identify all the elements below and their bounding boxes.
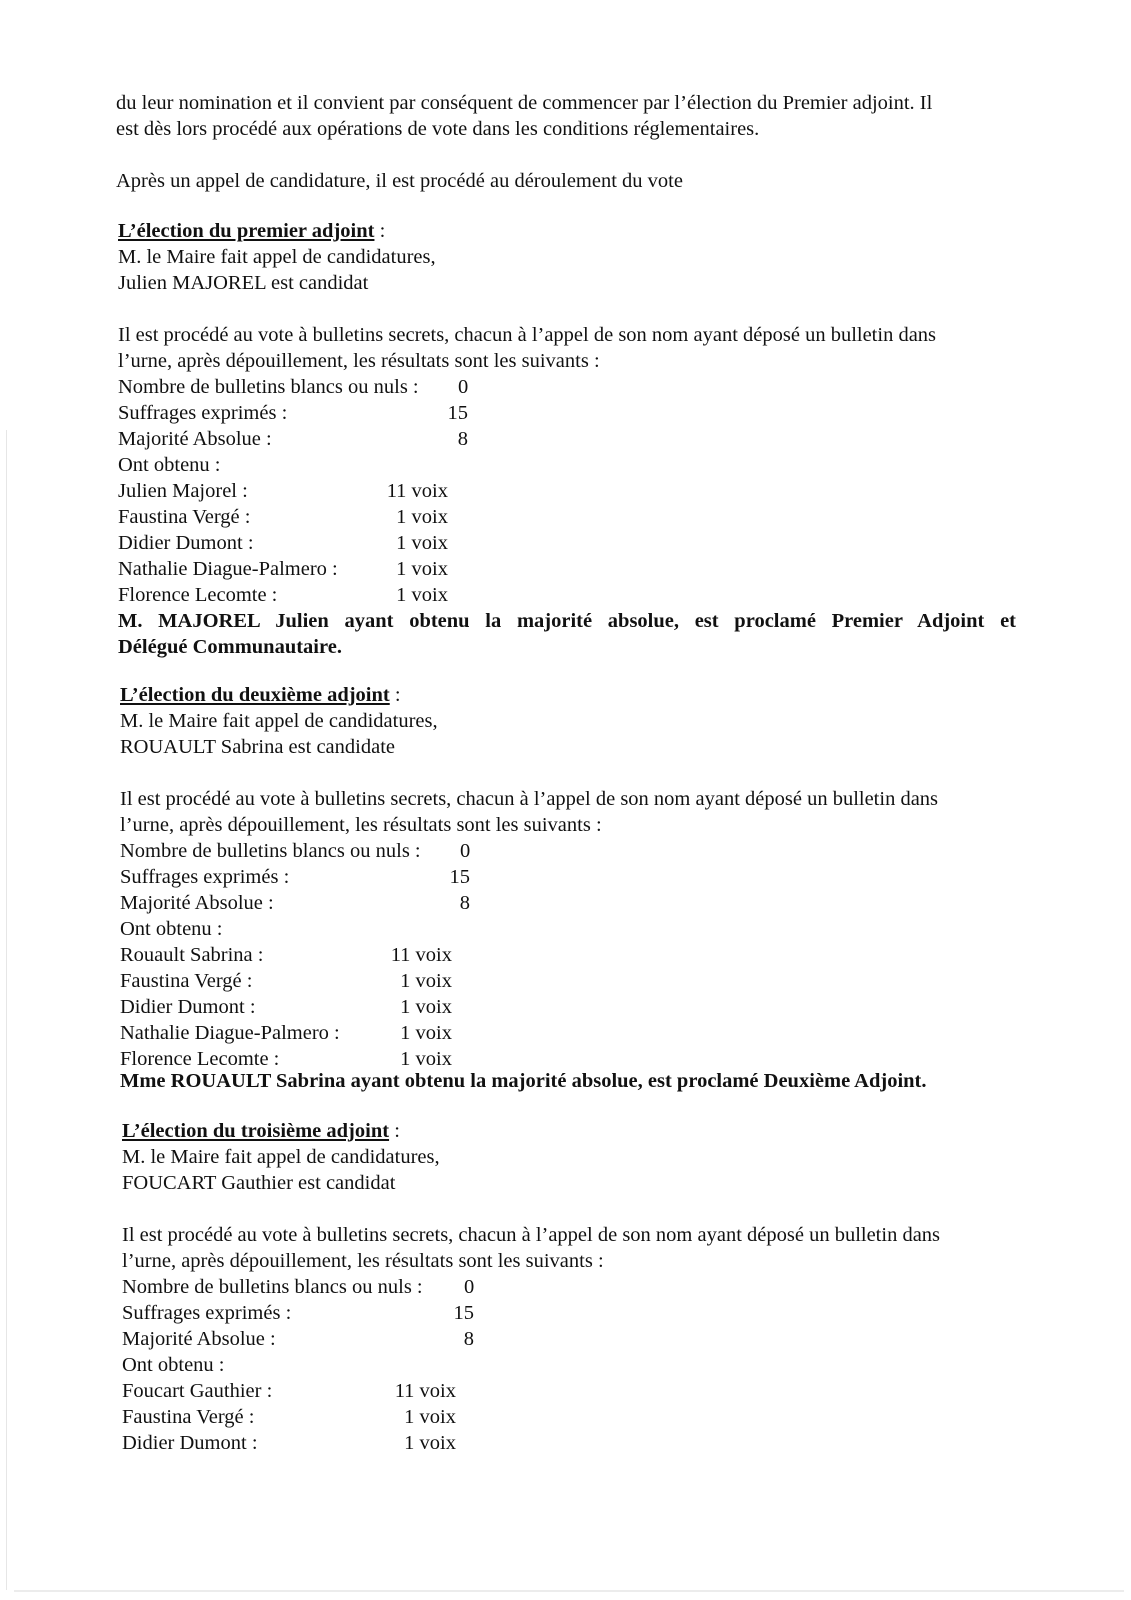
section-heading: L’élection du troisième adjoint :	[122, 1120, 400, 1142]
section-heading: L’élection du deuxième adjoint :	[120, 684, 401, 706]
section-heading: L’élection du premier adjoint :	[118, 220, 386, 242]
candidate-line: ROUAULT Sabrina est candidate	[120, 736, 395, 758]
vote-text: l’urne, après dépouillement, les résultats sont les suivants :	[118, 350, 600, 372]
election-section-3	[122, 1118, 440, 1196]
election-section-1	[118, 218, 436, 296]
candidacy-call: M. le Maire fait appel de candidatures,	[118, 246, 436, 268]
intro-paragraph	[116, 90, 1016, 142]
obtained-label: Ont obtenu :	[120, 918, 223, 940]
intro-line: Après un appel de candidature, il est procédé au déroulement du vote	[116, 170, 683, 192]
vote-results-2	[120, 786, 938, 1072]
stat-row-expressed: Suffrages exprimés : 15	[122, 1302, 474, 1324]
obtained-label: Ont obtenu :	[118, 454, 221, 476]
result-row: Didier Dumont : 1 voix	[122, 1432, 456, 1454]
result-row: Florence Lecomte : 1 voix	[120, 1048, 452, 1070]
candidacy-call: M. le Maire fait appel de candidatures,	[120, 710, 438, 732]
scan-edge	[14, 1590, 1124, 1592]
vote-results-3	[122, 1222, 940, 1456]
stat-row-blank: Nombre de bulletins blancs ou nuls : 0	[122, 1276, 475, 1298]
result-row: Rouault Sabrina : 11 voix	[120, 944, 452, 966]
stat-row-blank: Nombre de bulletins blancs ou nuls : 0	[120, 840, 471, 862]
stat-row-majority: Majorité Absolue : 8	[118, 428, 468, 450]
obtained-label: Ont obtenu :	[122, 1354, 225, 1376]
proclamation-line: Mme ROUAULT Sabrina ayant obtenu la majorité absolue, est proclamé Deuxième Adjoint.	[120, 1070, 927, 1092]
candidate-line: FOUCART Gauthier est candidat	[122, 1172, 396, 1194]
result-row: Florence Lecomte : 1 voix	[118, 584, 448, 606]
vote-results-1	[118, 322, 936, 608]
vote-text: Il est procédé au vote à bulletins secrets, chacun à l’appel de son nom ayant déposé un bulletin dans	[120, 788, 939, 810]
result-row: Julien Majorel : 11 voix	[118, 480, 448, 502]
result-row: Foucart Gauthier : 11 voix	[122, 1380, 456, 1402]
vote-text: Il est procédé au vote à bulletins secrets, chacun à l’appel de son nom ayant déposé un bulletin dans	[122, 1224, 941, 1246]
result-row: Faustina Vergé : 1 voix	[122, 1406, 456, 1428]
vote-text: l’urne, après dépouillement, les résultats sont les suivants :	[122, 1250, 604, 1272]
vote-text: Il est procédé au vote à bulletins secrets, chacun à l’appel de son nom ayant déposé un bulletin dans	[118, 324, 937, 346]
proclamation-1	[118, 608, 1016, 660]
stat-row-majority: Majorité Absolue : 8	[120, 892, 470, 914]
intro-paragraph	[116, 168, 683, 194]
result-row: Didier Dumont : 1 voix	[120, 996, 452, 1018]
election-section-2	[120, 682, 438, 760]
candidacy-call: M. le Maire fait appel de candidatures,	[122, 1146, 440, 1168]
stat-row-expressed: Suffrages exprimés : 15	[120, 866, 470, 888]
result-row: Faustina Vergé : 1 voix	[120, 970, 452, 992]
stat-row-expressed: Suffrages exprimés : 15	[118, 402, 468, 424]
scan-edge	[6, 430, 7, 1590]
result-row: Faustina Vergé : 1 voix	[118, 506, 448, 528]
result-row: Didier Dumont : 1 voix	[118, 532, 448, 554]
intro-line: du leur nomination et il convient par conséquent de commencer par l’élection du Premier adjoint. Il	[116, 92, 933, 114]
stat-row-majority: Majorité Absolue : 8	[122, 1328, 474, 1350]
proclamation-line: Délégué Communautaire.	[118, 636, 342, 658]
intro-line: est dès lors procédé aux opérations de vote dans les conditions réglementaires.	[116, 118, 760, 140]
result-row: Nathalie Diague-Palmero : 1 voix	[118, 558, 448, 580]
proclamation-2	[120, 1068, 927, 1094]
stat-row-blank: Nombre de bulletins blancs ou nuls : 0	[118, 376, 469, 398]
candidate-line: Julien MAJOREL est candidat	[118, 272, 369, 294]
proclamation-line: M. MAJOREL Julien ayant obtenu la majorité absolue, est proclamé Premier Adjoint et	[118, 610, 1016, 632]
vote-text: l’urne, après dépouillement, les résultats sont les suivants :	[120, 814, 602, 836]
result-row: Nathalie Diague-Palmero : 1 voix	[120, 1022, 452, 1044]
